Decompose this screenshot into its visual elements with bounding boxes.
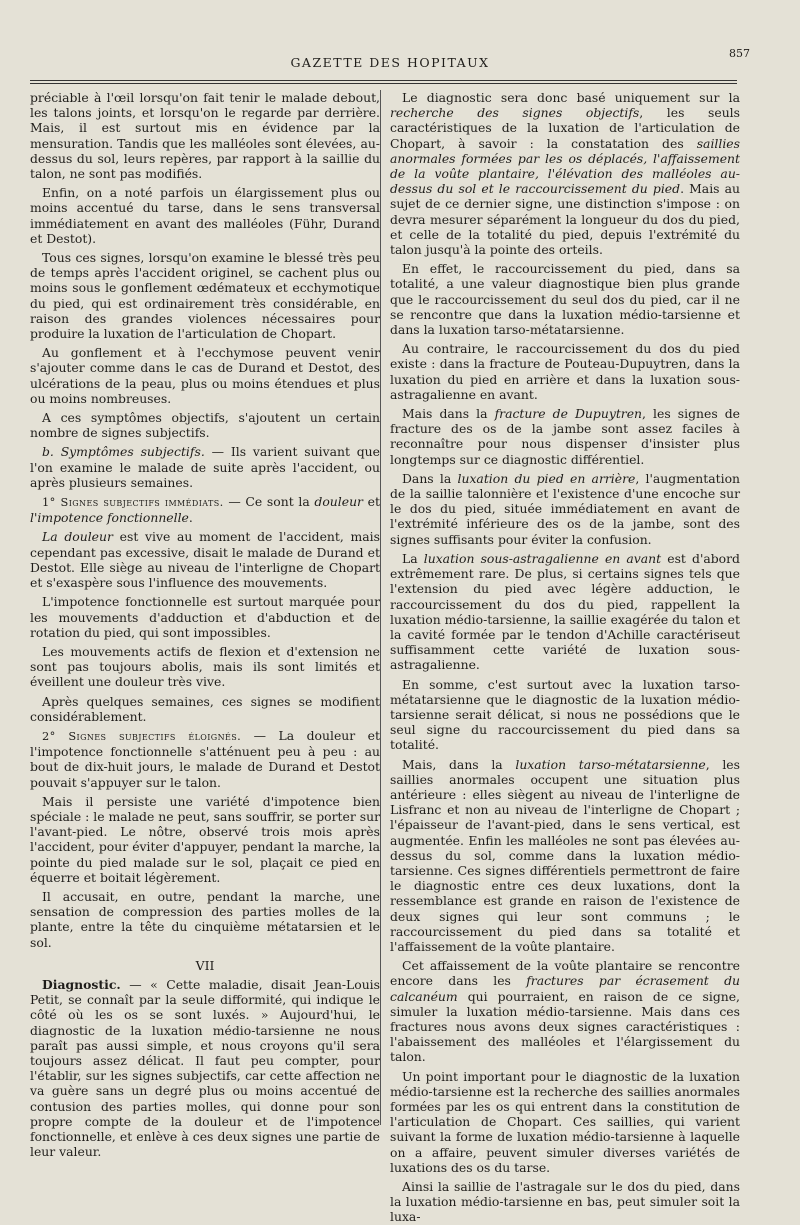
emphasis: l'impotence fonctionnelle <box>30 510 189 526</box>
subheading: 2° Signes subjectifs éloignés. <box>42 728 242 743</box>
emphasis: La douleur <box>42 529 113 545</box>
paragraph-text: Cet affaissement de la voûte plantaire se rencontre encore dans les <box>390 958 740 989</box>
emphasis: douleur <box>314 494 363 510</box>
paragraph: L'impotence fonctionnelle est surtout marquée pour les mouvements d'adduction et d'abduction et de rotation du pied, qui sont impossibles. <box>30 594 380 640</box>
left-column <box>30 90 380 1160</box>
paragraph: Tous ces signes, lorsqu'on examine le blessé très peu de temps après l'accident originel, se cachent plus ou moins sous le gonflement œdémateux et ecchymotique du pied, qui est ordinairement très considérable, en raison des grandes violences nécessaires pour produire la luxation de l'articulation de Chopart. <box>30 250 380 342</box>
page-number: 857 <box>729 47 750 60</box>
paragraph <box>390 90 740 257</box>
paragraph: Au contraire, le raccourcissement du dos du pied existe : dans la fracture de Pouteau-Dupuytren, dans la luxation du pied en arrière et dans la luxation sous-astragalienne en avant. <box>390 341 740 402</box>
emphasis: luxation sous-astragalienne en avant <box>423 550 662 566</box>
paragraph: Les mouvements actifs de flexion et d'extension ne sont pas toujours abolis, mais ils sont limités et éveillent une douleur très vive. <box>30 643 380 690</box>
emphasis: luxation du pied en arrière <box>457 470 636 486</box>
paragraph: Un point important pour le diagnostic de la luxation médio-tarsienne est la recherche des saillies anormales formées par les os qui entrent dans la constitution de l'articulation de Chopart. Ces saillies, qui varient suivant la forme de luxation médio-tarsienne à laquelle on a affaire, peuvent simuler diverses variétés de luxations des os du tarse. <box>390 1068 740 1175</box>
paragraph-text: , l'augmentation de la saillie talonnière et l'existence d'une encoche sur le dos du pied, située immédiatement en avant de l'extrémité inférieure des os de la jambe, sont des signes suffisants pour éviter la confusion. <box>390 470 741 547</box>
paragraph <box>30 728 380 790</box>
paragraph: A ces symptômes objectifs, s'ajoutent un certain nombre de signes subjectifs. <box>30 410 380 441</box>
paragraph <box>30 977 380 1159</box>
paragraph: En effet, le raccourcissement du pied, dans sa totalité, a une valeur diagnostique bien plus grande que le raccourcissement du seul dos du pied, car il ne se rencontre que dans la luxation médio-tarsienne et dans la luxation tarso-métatarsienne. <box>390 261 740 338</box>
paragraph-text: — Ils varient suivant que l'on examine le malade de suite après l'accident, ou après plusieurs semaines. <box>30 444 380 490</box>
paragraph-text: — « Cette maladie, disait Jean-Louis Petit, se connaît par la seule difformité, qui indique le côté où les os se sont luxés. » Aujourd'hui, le diagnostic de la luxation médio-tarsienne ne nous paraît pas aussi simple, et nous croyons qu'il sera toujours assez délicat. Il faut peu compter, pour l'établir, sur les signes subjectifs, car cette affection ne va guère sans un degré plus ou moins accentué de contusion des parties molles, qui donne pour son propre compte de la douleur et de l'impotence fonctionnelle, et enlève à ces deux signes une partie de leur valeur. <box>30 976 380 1160</box>
paragraph-text: — La douleur et l'impotence fonctionnelle s'atténuent peu à peu : au bout de dix-huit jours, le malade de Durand et Destot pouvait s'appuyer sur le talon. <box>30 727 380 790</box>
paragraph: Enfin, on a noté parfois un élargissement plus ou moins accentué du tarse, dans le sens transversal immédiatement en avant des malléoles (Führ, Durand et Destot). <box>30 185 380 246</box>
subheading: b. Symptômes subjectifs. <box>42 444 205 460</box>
paragraph-text: Mais, dans la <box>402 756 516 772</box>
page-header <box>30 45 750 83</box>
paragraph-text: . Mais au sujet de ce dernier signe, une distinction s'impose : on devra mesurer séparément la longueur du dos du pied, et celle de la totalité du pied, depuis l'extrémité du talon jusqu'à la pointe des orteils. <box>390 181 740 258</box>
paragraph: préciable à l'œil lorsqu'on fait tenir le malade debout, les talons joints, et lorsqu'on le regarde par derrière. Mais, il est surtout mis en évidence par la mensuration. Tandis que les malléoles sont élevées, au-dessus du sol, leurs repères, par rapport à la saillie du talon, ne sont pas modifiés. <box>30 90 380 182</box>
emphasis: fractures par écrasement du calcanéum <box>390 973 740 1004</box>
journal-title: GAZETTE DES HOPITAUX <box>290 55 490 70</box>
paragraph-text: . <box>188 510 193 526</box>
paragraph <box>390 551 740 673</box>
paragraph-text: , les saillies anormales occupent une situation plus antérieure : elles siègent au niveau de l'interligne de Lisfranc et non au niveau de l'interligne de Chopart ; l'épaisseur de l'avant-pied, dans le sens vertical, est augmentée. Enfin les malléoles ne sont pas élevées au-dessus du sol, comme dans la luxation médio-tarsienne. Ces signes différentiels permettront de faire le diagnostic entre ces deux luxations, dont la ressemblance est grande en raison de l'existence de deux signes qui leur sont communs ; le raccourcissement du pied dans sa totalité et l'affaissement de la voûte plantaire. <box>390 756 740 954</box>
column-divider <box>380 90 381 1125</box>
paragraph-text: et <box>362 494 380 510</box>
paragraph-text: , les seuls caractéristiques de la luxation de l'articulation de Chopart, à savoir : la constatation des <box>390 105 740 151</box>
emphasis: fracture de Dupuytren <box>494 406 643 422</box>
paragraph <box>390 958 740 1064</box>
paragraph: En somme, c'est surtout avec la luxation tarso-métatarsienne que le diagnostic de la luxation médio-tarsienne serait délicat, si nous ne possédions que le seul signe du raccourcissement du pied dans sa totalité. <box>390 676 740 753</box>
paragraph-text: est vive au moment de l'accident, mais cependant pas excessive, disait le malade de Durand et Destot. Elle siège au niveau de l'interligne de Chopart et s'exaspère sous l'influence des mouvements. <box>30 529 380 591</box>
emphasis: recherche des signes objectifs <box>390 105 640 121</box>
paragraph-text: Le diagnostic sera donc basé uniquement sur la <box>402 90 740 105</box>
paragraph <box>30 494 380 525</box>
paragraph-text: qui pourraient, en raison de ce signe, simuler la luxation médio-tarsienne. Mais dans ces fractures nous avons deux signes caractéristiques : l'abaissement des malléoles et l'élargissement du talon. <box>390 988 740 1065</box>
section-heading: Diagnostic. <box>42 976 121 992</box>
paragraph-text: La <box>402 550 424 566</box>
right-column <box>390 90 741 1225</box>
section-number: VII <box>195 957 215 973</box>
header-rule <box>30 80 737 84</box>
paragraph: Mais il persiste une variété d'impotence bien spéciale : le malade ne peut, sans souffrir, se porter sur l'avant-pied. Le nôtre, observé trois mois après l'accident, pour éviter d'appuyer, pendant la marche, la pointe du pied malade sur le sol, plaçait ce pied en équerre et boitait légèrement. <box>30 793 380 885</box>
paragraph <box>30 529 380 590</box>
paragraph <box>390 471 740 547</box>
emphasis: saillies anormales formées par les os déplacés, l'affaissement de la voûte plantaire, l'élévation des malléoles au-dessus du sol et le raccourcissement du pied <box>390 135 740 197</box>
paragraph: Après quelques semaines, ces signes se modifient considérablement. <box>30 693 380 724</box>
paragraph-text: , les signes de fracture des os de la jambe sont assez faciles à reconnaître pour nous dispenser d'insister plus longtemps sur ce diagnostic différentiel. <box>390 406 740 467</box>
paragraph <box>390 406 740 467</box>
paragraph: Ainsi la saillie de l'astragale sur le dos du pied, dans la luxation médio-tarsienne en bas, peut simuler soit la luxa- <box>390 1179 740 1225</box>
paragraph-text: Dans la <box>402 470 458 486</box>
paragraph-text: — Ce sont la <box>223 494 315 510</box>
paragraph: Il accusait, en outre, pendant la marche, une sensation de compression des parties molles de la plante, entre la tête du cinquième métatarsien et le sol. <box>30 888 380 950</box>
paragraph-text: est d'abord extrêmement rare. De plus, si certains signes tels que l'extension du pied avec légère adduction, le raccourcissement du dos du pied, rappellent la luxation médio-tarsienne, la saillie exagérée du talon et la cavité formée par le tendon d'Achille caractériseut suffisamment cette variété de luxation sous-astragalienne. <box>390 550 740 673</box>
emphasis: luxation tarso-métatarsienne <box>515 756 706 772</box>
paragraph <box>390 757 740 955</box>
paragraph <box>30 444 380 490</box>
paragraph: Au gonflement et à l'ecchymose peuvent venir s'ajouter comme dans le cas de Durand et Destot, des ulcérations de la peau, plus ou moins étendues et plus ou moins nombreuses. <box>30 345 380 406</box>
paragraph-text: Mais dans la <box>402 406 495 422</box>
subheading: 1° Signes subjectifs immédiats. <box>42 495 224 510</box>
